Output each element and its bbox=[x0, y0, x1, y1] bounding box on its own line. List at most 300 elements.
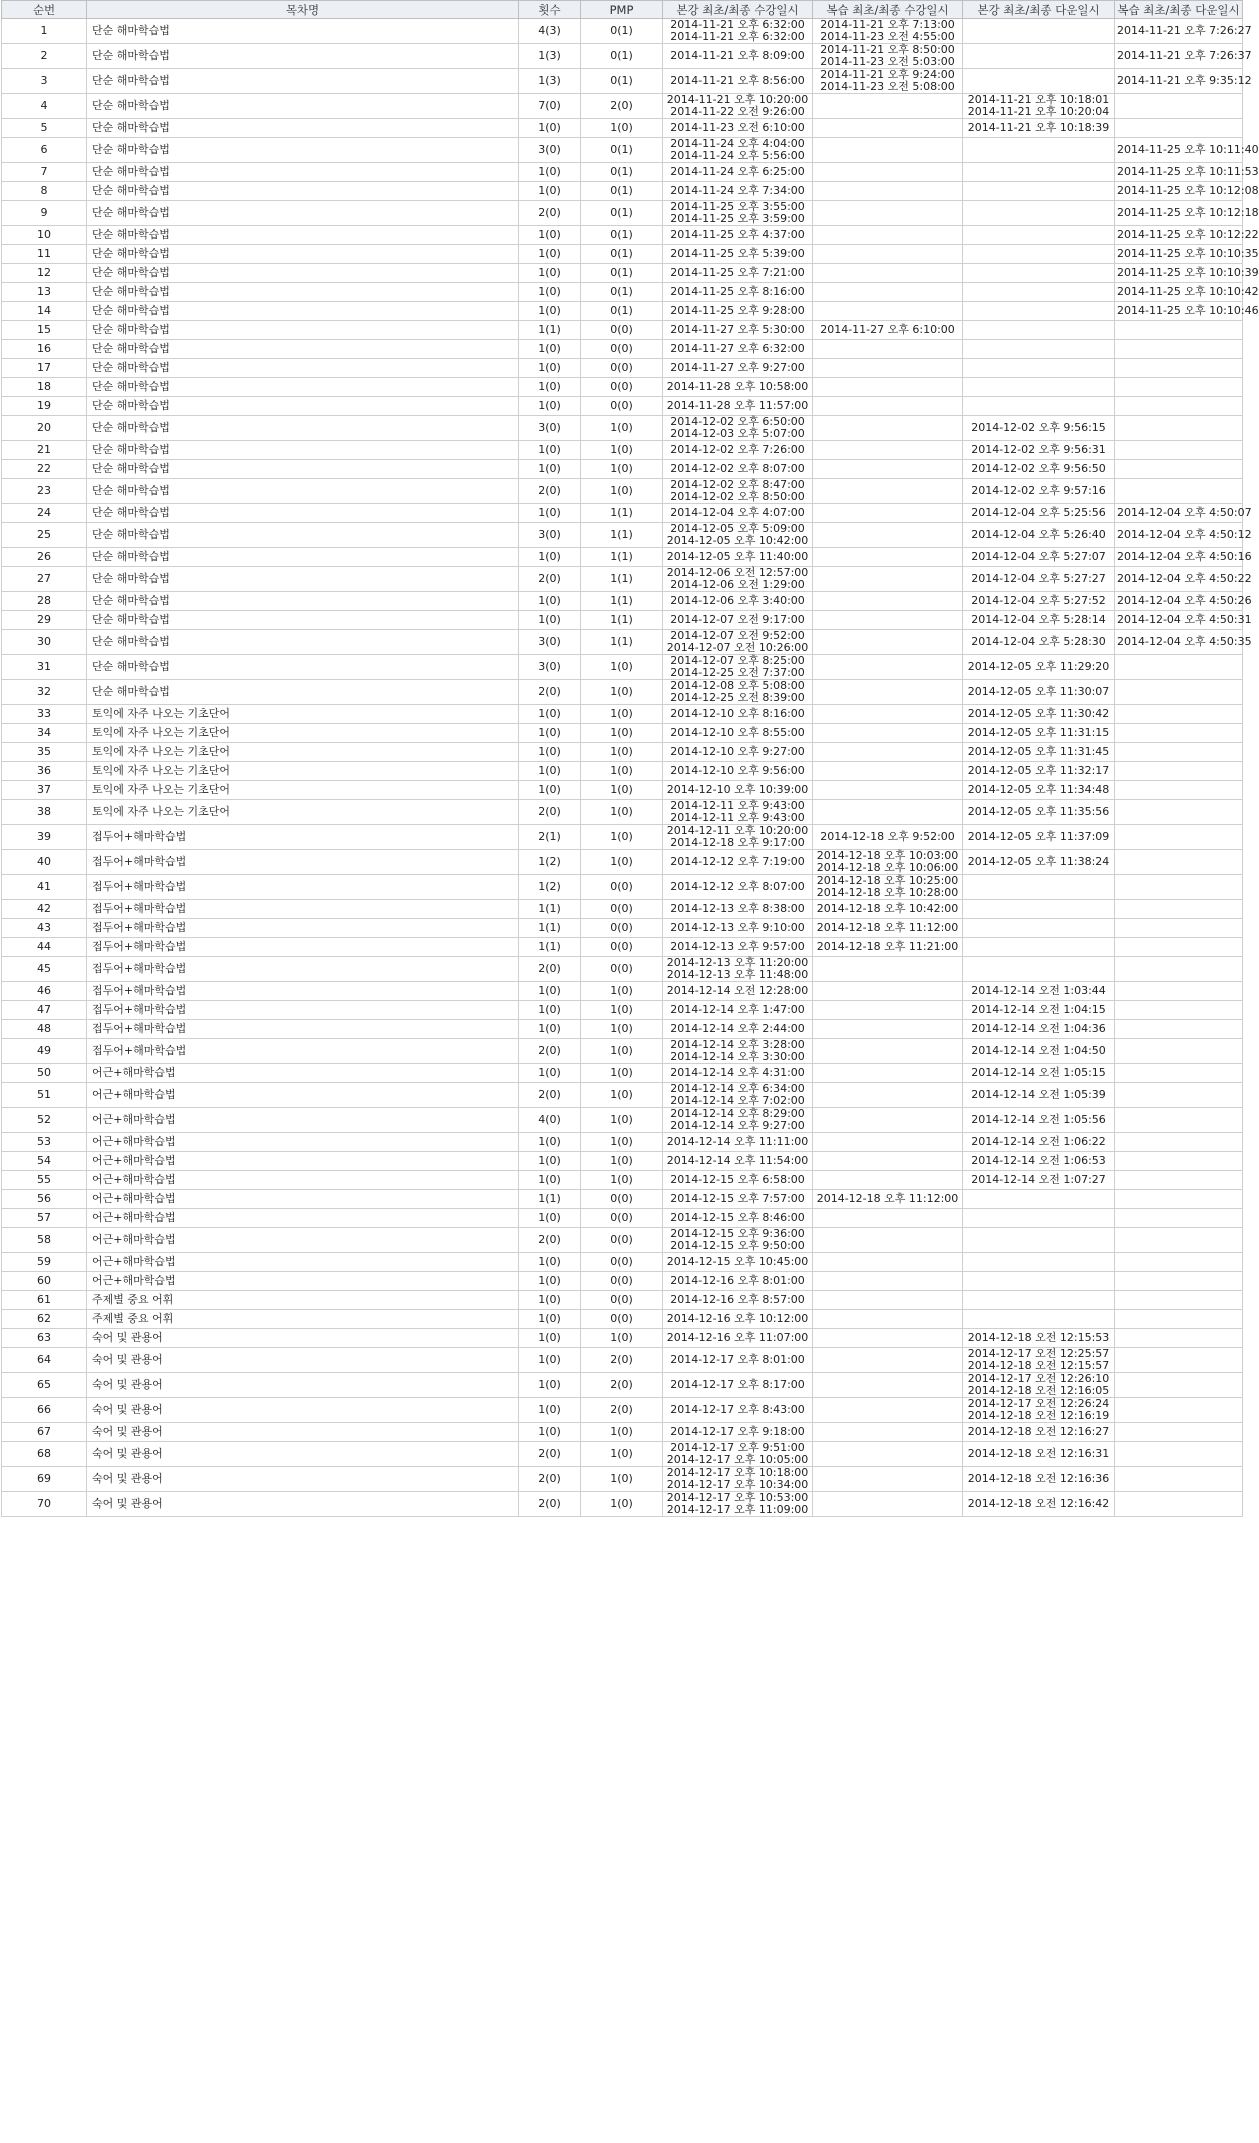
cell-main-download: 2014-12-05 오후 11:30:07 bbox=[963, 680, 1115, 705]
cell-seq: 38 bbox=[2, 800, 87, 825]
cell-count: 1(0) bbox=[519, 182, 581, 201]
table-row bbox=[2, 1152, 1243, 1171]
cell-main-download: 2014-12-14 오전 1:04:50 bbox=[963, 1039, 1115, 1064]
cell-review-view bbox=[813, 1228, 963, 1253]
table-row bbox=[2, 630, 1243, 655]
cell-count: 1(0) bbox=[519, 1291, 581, 1310]
cell-main-download: 2014-12-05 오후 11:35:56 bbox=[963, 800, 1115, 825]
cell-review-view bbox=[813, 504, 963, 523]
cell-main-download: 2014-12-02 오후 9:56:50 bbox=[963, 460, 1115, 479]
cell-line: 2014-12-06 오전 12:57:00 bbox=[666, 566, 809, 579]
cell-review-view bbox=[813, 762, 963, 781]
cell-line: 2014-12-13 오후 11:20:00 bbox=[666, 956, 809, 969]
cell-seq: 45 bbox=[2, 957, 87, 982]
cell-review-view bbox=[813, 441, 963, 460]
cell-chapter: 단순 해마학습법 bbox=[87, 567, 519, 592]
cell-review-view bbox=[813, 630, 963, 655]
cell-review-download bbox=[1115, 655, 1243, 680]
table-row bbox=[2, 441, 1243, 460]
cell-review-view bbox=[813, 1039, 963, 1064]
cell-count: 2(0) bbox=[519, 1442, 581, 1467]
cell-main-view bbox=[663, 19, 813, 44]
cell-seq: 11 bbox=[2, 245, 87, 264]
cell-chapter: 어근+해마학습법 bbox=[87, 1209, 519, 1228]
cell-seq: 16 bbox=[2, 340, 87, 359]
cell-review-view bbox=[813, 119, 963, 138]
cell-seq: 40 bbox=[2, 850, 87, 875]
table-row bbox=[2, 1373, 1243, 1398]
cell-line: 2014-12-07 오전 10:26:00 bbox=[666, 641, 809, 654]
cell-review-download bbox=[1115, 378, 1243, 397]
cell-line: 2014-12-11 오후 9:43:00 bbox=[670, 811, 805, 824]
table-row bbox=[2, 1329, 1243, 1348]
cell-main-download bbox=[963, 201, 1115, 226]
cell-chapter: 토익에 자주 나오는 기초단어 bbox=[87, 743, 519, 762]
cell-chapter: 단순 해마학습법 bbox=[87, 69, 519, 94]
cell-chapter: 단순 해마학습법 bbox=[87, 504, 519, 523]
cell-seq: 41 bbox=[2, 875, 87, 900]
cell-main-download bbox=[963, 1272, 1115, 1291]
cell-line: 2014-12-02 오후 6:50:00 bbox=[670, 415, 805, 428]
cell-main-download: 2014-12-05 오후 11:32:17 bbox=[963, 762, 1115, 781]
cell-seq: 42 bbox=[2, 900, 87, 919]
cell-review-download bbox=[1115, 1190, 1243, 1209]
table-row bbox=[2, 1001, 1243, 1020]
cell-review-download bbox=[1115, 1272, 1243, 1291]
cell-pmp: 0(0) bbox=[581, 321, 663, 340]
cell-count: 1(1) bbox=[519, 321, 581, 340]
cell-review-download bbox=[1115, 743, 1243, 762]
cell-count: 2(1) bbox=[519, 825, 581, 850]
cell-main-view bbox=[663, 201, 813, 226]
cell-chapter: 접두어+해마학습법 bbox=[87, 825, 519, 850]
cell-line: 2014-12-14 오후 9:27:00 bbox=[670, 1119, 805, 1132]
cell-chapter: 주제별 중요 어휘 bbox=[87, 1291, 519, 1310]
cell-main-view: 2014-12-13 오후 9:57:00 bbox=[663, 938, 813, 957]
cell-main-download bbox=[963, 283, 1115, 302]
cell-main-download bbox=[963, 957, 1115, 982]
cell-review-download bbox=[1115, 1171, 1243, 1190]
cell-review-view bbox=[813, 1348, 963, 1373]
cell-line: 2014-11-21 오후 8:50:00 bbox=[820, 43, 955, 56]
cell-main-download: 2014-12-05 오후 11:38:24 bbox=[963, 850, 1115, 875]
cell-line: 2014-12-14 오후 3:28:00 bbox=[670, 1038, 805, 1051]
cell-main-download: 2014-12-05 오후 11:31:15 bbox=[963, 724, 1115, 743]
cell-review-view bbox=[813, 1492, 963, 1517]
cell-count: 1(0) bbox=[519, 1152, 581, 1171]
cell-line: 2014-11-21 오후 7:13:00 bbox=[820, 18, 955, 31]
table-row bbox=[2, 226, 1243, 245]
cell-review-download: 2014-11-25 오후 10:11:40 bbox=[1115, 138, 1243, 163]
cell-line: 2014-11-25 오후 3:59:00 bbox=[670, 212, 805, 225]
cell-main-download: 2014-12-14 오전 1:05:56 bbox=[963, 1108, 1115, 1133]
table-row bbox=[2, 1272, 1243, 1291]
cell-main-view: 2014-12-10 오후 9:27:00 bbox=[663, 743, 813, 762]
cell-review-view bbox=[813, 340, 963, 359]
cell-count: 1(0) bbox=[519, 982, 581, 1001]
cell-seq: 24 bbox=[2, 504, 87, 523]
cell-review-download: 2014-11-25 오후 10:10:39 bbox=[1115, 264, 1243, 283]
cell-chapter: 숙어 및 관용어 bbox=[87, 1398, 519, 1423]
table-row bbox=[2, 264, 1243, 283]
table-row bbox=[2, 1253, 1243, 1272]
cell-review-view bbox=[813, 781, 963, 800]
table-row bbox=[2, 359, 1243, 378]
cell-seq: 29 bbox=[2, 611, 87, 630]
cell-review-download bbox=[1115, 1398, 1243, 1423]
cell-seq: 7 bbox=[2, 163, 87, 182]
table-row bbox=[2, 655, 1243, 680]
cell-main-view: 2014-11-21 오후 8:09:00 bbox=[663, 44, 813, 69]
cell-chapter: 어근+해마학습법 bbox=[87, 1152, 519, 1171]
table-row bbox=[2, 44, 1243, 69]
cell-chapter: 단순 해마학습법 bbox=[87, 460, 519, 479]
cell-main-download bbox=[963, 226, 1115, 245]
cell-pmp: 1(0) bbox=[581, 850, 663, 875]
cell-count: 1(1) bbox=[519, 938, 581, 957]
cell-review-view bbox=[813, 182, 963, 201]
cell-pmp: 1(0) bbox=[581, 416, 663, 441]
table-row bbox=[2, 479, 1243, 504]
cell-review-view: 2014-12-18 오후 11:12:00 bbox=[813, 919, 963, 938]
cell-seq: 52 bbox=[2, 1108, 87, 1133]
cell-line: 2014-12-18 오후 9:17:00 bbox=[670, 836, 805, 849]
cell-main-view bbox=[663, 1108, 813, 1133]
cell-count: 1(0) bbox=[519, 378, 581, 397]
table-row bbox=[2, 938, 1243, 957]
cell-review-download: 2014-12-04 오후 4:50:26 bbox=[1115, 592, 1243, 611]
cell-seq: 60 bbox=[2, 1272, 87, 1291]
cell-main-view: 2014-12-10 오후 8:16:00 bbox=[663, 705, 813, 724]
cell-review-download bbox=[1115, 1039, 1243, 1064]
cell-review-download bbox=[1115, 1020, 1243, 1039]
cell-chapter: 단순 해마학습법 bbox=[87, 245, 519, 264]
cell-main-download: 2014-12-05 오후 11:31:45 bbox=[963, 743, 1115, 762]
table-row bbox=[2, 1020, 1243, 1039]
cell-review-view bbox=[813, 1209, 963, 1228]
cell-count: 1(0) bbox=[519, 1373, 581, 1398]
cell-count: 1(0) bbox=[519, 119, 581, 138]
cell-review-download: 2014-12-04 오후 4:50:12 bbox=[1115, 523, 1243, 548]
cell-count: 1(3) bbox=[519, 44, 581, 69]
cell-line: 2014-12-02 오후 8:50:00 bbox=[670, 490, 805, 503]
cell-main-view bbox=[663, 630, 813, 655]
cell-review-download: 2014-11-25 오후 10:10:46 bbox=[1115, 302, 1243, 321]
header-row bbox=[2, 1, 1243, 19]
cell-main-download: 2014-12-04 오후 5:26:40 bbox=[963, 523, 1115, 548]
cell-seq: 20 bbox=[2, 416, 87, 441]
table-row bbox=[2, 1171, 1243, 1190]
cell-review-view bbox=[813, 1329, 963, 1348]
cell-pmp: 1(0) bbox=[581, 982, 663, 1001]
cell-main-download bbox=[963, 19, 1115, 44]
table-row bbox=[2, 1467, 1243, 1492]
cell-count: 1(0) bbox=[519, 1209, 581, 1228]
cell-main-view: 2014-11-25 오후 9:28:00 bbox=[663, 302, 813, 321]
cell-main-view bbox=[663, 800, 813, 825]
cell-main-view: 2014-12-16 오후 11:07:00 bbox=[663, 1329, 813, 1348]
cell-main-view: 2014-12-05 오후 11:40:00 bbox=[663, 548, 813, 567]
cell-main-download bbox=[963, 321, 1115, 340]
cell-count: 2(0) bbox=[519, 800, 581, 825]
table-row bbox=[2, 1228, 1243, 1253]
cell-line: 2014-12-18 오전 12:16:19 bbox=[967, 1409, 1110, 1422]
cell-main-download: 2014-12-05 오후 11:34:48 bbox=[963, 781, 1115, 800]
cell-main-download bbox=[963, 1348, 1115, 1373]
cell-pmp: 0(1) bbox=[581, 69, 663, 94]
cell-pmp: 0(0) bbox=[581, 875, 663, 900]
cell-main-view bbox=[663, 680, 813, 705]
cell-review-view bbox=[813, 1398, 963, 1423]
cell-line: 2014-12-07 오후 8:25:00 bbox=[670, 654, 805, 667]
cell-main-download bbox=[963, 875, 1115, 900]
cell-review-view bbox=[813, 1083, 963, 1108]
cell-review-download bbox=[1115, 825, 1243, 850]
cell-review-download bbox=[1115, 460, 1243, 479]
cell-main-download: 2014-12-05 오후 11:29:20 bbox=[963, 655, 1115, 680]
cell-review-view bbox=[813, 378, 963, 397]
cell-main-view: 2014-12-13 오후 9:10:00 bbox=[663, 919, 813, 938]
cell-review-download: 2014-11-25 오후 10:12:22 bbox=[1115, 226, 1243, 245]
cell-review-download bbox=[1115, 441, 1243, 460]
cell-main-view: 2014-12-04 오후 4:07:00 bbox=[663, 504, 813, 523]
cell-count: 1(1) bbox=[519, 1190, 581, 1209]
cell-count: 3(0) bbox=[519, 630, 581, 655]
table-row bbox=[2, 680, 1243, 705]
cell-review-download bbox=[1115, 938, 1243, 957]
cell-seq: 14 bbox=[2, 302, 87, 321]
cell-main-download bbox=[963, 1228, 1115, 1253]
cell-pmp: 1(0) bbox=[581, 1108, 663, 1133]
table-row bbox=[2, 850, 1243, 875]
cell-review-download: 2014-11-21 오후 7:26:27 bbox=[1115, 19, 1243, 44]
cell-line: 2014-11-21 오후 10:20:04 bbox=[967, 105, 1110, 118]
cell-seq: 66 bbox=[2, 1398, 87, 1423]
cell-line: 2014-12-11 오후 9:43:00 bbox=[670, 799, 805, 812]
cell-seq: 33 bbox=[2, 705, 87, 724]
cell-pmp: 1(1) bbox=[581, 630, 663, 655]
cell-review-view bbox=[813, 245, 963, 264]
cell-review-download bbox=[1115, 1228, 1243, 1253]
table-row bbox=[2, 957, 1243, 982]
cell-seq: 9 bbox=[2, 201, 87, 226]
cell-main-download bbox=[963, 340, 1115, 359]
cell-line: 2014-12-17 오전 12:26:10 bbox=[967, 1372, 1110, 1385]
cell-count: 1(0) bbox=[519, 1064, 581, 1083]
cell-main-download: 2014-12-14 오전 1:04:36 bbox=[963, 1020, 1115, 1039]
cell-main-download: 2014-12-14 오전 1:03:44 bbox=[963, 982, 1115, 1001]
cell-review-download bbox=[1115, 416, 1243, 441]
cell-line: 2014-12-15 오후 9:50:00 bbox=[670, 1239, 805, 1252]
cell-review-view bbox=[813, 655, 963, 680]
cell-line: 2014-12-14 오후 7:02:00 bbox=[670, 1094, 805, 1107]
cell-review-download: 2014-12-04 오후 4:50:07 bbox=[1115, 504, 1243, 523]
cell-count: 3(0) bbox=[519, 138, 581, 163]
cell-main-download: 2014-12-14 오전 1:06:53 bbox=[963, 1152, 1115, 1171]
cell-review-view bbox=[813, 1253, 963, 1272]
cell-main-view: 2014-11-25 오후 4:37:00 bbox=[663, 226, 813, 245]
cell-pmp: 1(0) bbox=[581, 441, 663, 460]
cell-chapter: 단순 해마학습법 bbox=[87, 94, 519, 119]
cell-count: 1(0) bbox=[519, 705, 581, 724]
cell-pmp: 1(0) bbox=[581, 680, 663, 705]
cell-line: 2014-12-18 오전 12:15:57 bbox=[967, 1359, 1110, 1372]
cell-seq: 31 bbox=[2, 655, 87, 680]
cell-pmp: 1(0) bbox=[581, 1467, 663, 1492]
cell-main-view: 2014-11-28 오후 11:57:00 bbox=[663, 397, 813, 416]
cell-seq: 27 bbox=[2, 567, 87, 592]
cell-review-view bbox=[813, 283, 963, 302]
cell-seq: 4 bbox=[2, 94, 87, 119]
cell-main-download: 2014-12-18 오전 12:16:27 bbox=[963, 1423, 1115, 1442]
cell-main-download bbox=[963, 1373, 1115, 1398]
cell-main-download bbox=[963, 378, 1115, 397]
cell-main-view: 2014-11-28 오후 10:58:00 bbox=[663, 378, 813, 397]
cell-pmp: 1(0) bbox=[581, 1020, 663, 1039]
cell-review-download: 2014-11-25 오후 10:12:08 bbox=[1115, 182, 1243, 201]
cell-seq: 64 bbox=[2, 1348, 87, 1373]
cell-main-download bbox=[963, 182, 1115, 201]
cell-line: 2014-12-03 오후 5:07:00 bbox=[670, 427, 805, 440]
table-row bbox=[2, 182, 1243, 201]
cell-chapter: 접두어+해마학습법 bbox=[87, 1001, 519, 1020]
cell-seq: 53 bbox=[2, 1133, 87, 1152]
cell-pmp: 1(0) bbox=[581, 743, 663, 762]
cell-pmp: 1(1) bbox=[581, 523, 663, 548]
cell-main-view: 2014-11-27 오후 9:27:00 bbox=[663, 359, 813, 378]
cell-main-download: 2014-12-05 오후 11:30:42 bbox=[963, 705, 1115, 724]
cell-review-view bbox=[813, 302, 963, 321]
cell-review-view bbox=[813, 1133, 963, 1152]
cell-seq: 13 bbox=[2, 283, 87, 302]
table-row bbox=[2, 397, 1243, 416]
cell-pmp: 2(0) bbox=[581, 94, 663, 119]
table-row bbox=[2, 1310, 1243, 1329]
cell-main-download bbox=[963, 138, 1115, 163]
table-row bbox=[2, 1398, 1243, 1423]
cell-seq: 48 bbox=[2, 1020, 87, 1039]
table-row bbox=[2, 416, 1243, 441]
table-row bbox=[2, 1039, 1243, 1064]
cell-main-download: 2014-12-18 오전 12:16:31 bbox=[963, 1442, 1115, 1467]
cell-pmp: 1(0) bbox=[581, 655, 663, 680]
cell-chapter: 어근+해마학습법 bbox=[87, 1064, 519, 1083]
cell-seq: 55 bbox=[2, 1171, 87, 1190]
cell-count: 1(0) bbox=[519, 1398, 581, 1423]
cell-main-view bbox=[663, 479, 813, 504]
cell-main-download bbox=[963, 1310, 1115, 1329]
cell-review-view bbox=[813, 743, 963, 762]
cell-review-download bbox=[1115, 900, 1243, 919]
cell-review-download bbox=[1115, 1253, 1243, 1272]
cell-main-download bbox=[963, 1291, 1115, 1310]
cell-review-download: 2014-12-04 오후 4:50:22 bbox=[1115, 567, 1243, 592]
cell-review-download: 2014-11-25 오후 10:10:35 bbox=[1115, 245, 1243, 264]
cell-review-view bbox=[813, 1171, 963, 1190]
cell-pmp: 0(1) bbox=[581, 226, 663, 245]
cell-seq: 59 bbox=[2, 1253, 87, 1272]
cell-pmp: 1(0) bbox=[581, 781, 663, 800]
cell-review-view bbox=[813, 1423, 963, 1442]
cell-count: 1(0) bbox=[519, 1348, 581, 1373]
cell-review-view bbox=[813, 800, 963, 825]
cell-review-download bbox=[1115, 1310, 1243, 1329]
cell-main-view: 2014-11-25 오후 8:16:00 bbox=[663, 283, 813, 302]
cell-main-download bbox=[963, 94, 1115, 119]
table-row bbox=[2, 94, 1243, 119]
cell-line: 2014-11-21 오후 9:24:00 bbox=[820, 68, 955, 81]
table-row bbox=[2, 119, 1243, 138]
cell-main-view bbox=[663, 94, 813, 119]
cell-chapter: 어근+해마학습법 bbox=[87, 1228, 519, 1253]
cell-count: 1(0) bbox=[519, 1020, 581, 1039]
cell-chapter: 단순 해마학습법 bbox=[87, 163, 519, 182]
cell-review-download bbox=[1115, 875, 1243, 900]
cell-count: 2(0) bbox=[519, 680, 581, 705]
cell-review-download bbox=[1115, 680, 1243, 705]
cell-main-download bbox=[963, 302, 1115, 321]
cell-main-download bbox=[963, 69, 1115, 94]
cell-count: 1(1) bbox=[519, 919, 581, 938]
cell-count: 3(0) bbox=[519, 416, 581, 441]
cell-main-download: 2014-12-02 오후 9:56:15 bbox=[963, 416, 1115, 441]
cell-seq: 2 bbox=[2, 44, 87, 69]
cell-count: 2(0) bbox=[519, 567, 581, 592]
cell-seq: 49 bbox=[2, 1039, 87, 1064]
cell-chapter: 단순 해마학습법 bbox=[87, 138, 519, 163]
cell-count: 1(0) bbox=[519, 302, 581, 321]
cell-chapter: 단순 해마학습법 bbox=[87, 19, 519, 44]
cell-review-download bbox=[1115, 724, 1243, 743]
cell-review-view bbox=[813, 359, 963, 378]
cell-pmp: 0(1) bbox=[581, 182, 663, 201]
cell-pmp: 0(0) bbox=[581, 378, 663, 397]
cell-main-download bbox=[963, 1209, 1115, 1228]
cell-review-download bbox=[1115, 340, 1243, 359]
cell-count: 1(0) bbox=[519, 762, 581, 781]
cell-main-view: 2014-12-07 오전 9:17:00 bbox=[663, 611, 813, 630]
cell-pmp: 0(0) bbox=[581, 1228, 663, 1253]
study-log-table bbox=[1, 0, 1259, 1517]
cell-count: 1(0) bbox=[519, 1272, 581, 1291]
cell-pmp: 0(1) bbox=[581, 264, 663, 283]
cell-chapter: 어근+해마학습법 bbox=[87, 1083, 519, 1108]
cell-seq: 69 bbox=[2, 1467, 87, 1492]
cell-count: 2(0) bbox=[519, 1228, 581, 1253]
cell-count: 1(0) bbox=[519, 397, 581, 416]
cell-review-view bbox=[813, 724, 963, 743]
cell-review-view bbox=[813, 264, 963, 283]
cell-seq: 37 bbox=[2, 781, 87, 800]
cell-count: 1(0) bbox=[519, 1329, 581, 1348]
cell-main-view bbox=[663, 523, 813, 548]
table-row bbox=[2, 1442, 1243, 1467]
cell-pmp: 2(0) bbox=[581, 1348, 663, 1373]
cell-review-view bbox=[813, 1272, 963, 1291]
cell-seq: 6 bbox=[2, 138, 87, 163]
cell-seq: 56 bbox=[2, 1190, 87, 1209]
cell-seq: 67 bbox=[2, 1423, 87, 1442]
cell-pmp: 1(0) bbox=[581, 1001, 663, 1020]
cell-main-view: 2014-12-14 오후 4:31:00 bbox=[663, 1064, 813, 1083]
cell-main-view: 2014-12-17 오후 8:01:00 bbox=[663, 1348, 813, 1373]
cell-count: 1(0) bbox=[519, 611, 581, 630]
cell-seq: 58 bbox=[2, 1228, 87, 1253]
cell-review-download bbox=[1115, 359, 1243, 378]
table-row bbox=[2, 504, 1243, 523]
cell-review-view: 2014-12-18 오후 11:12:00 bbox=[813, 1190, 963, 1209]
cell-review-view: 2014-12-18 오후 11:21:00 bbox=[813, 938, 963, 957]
